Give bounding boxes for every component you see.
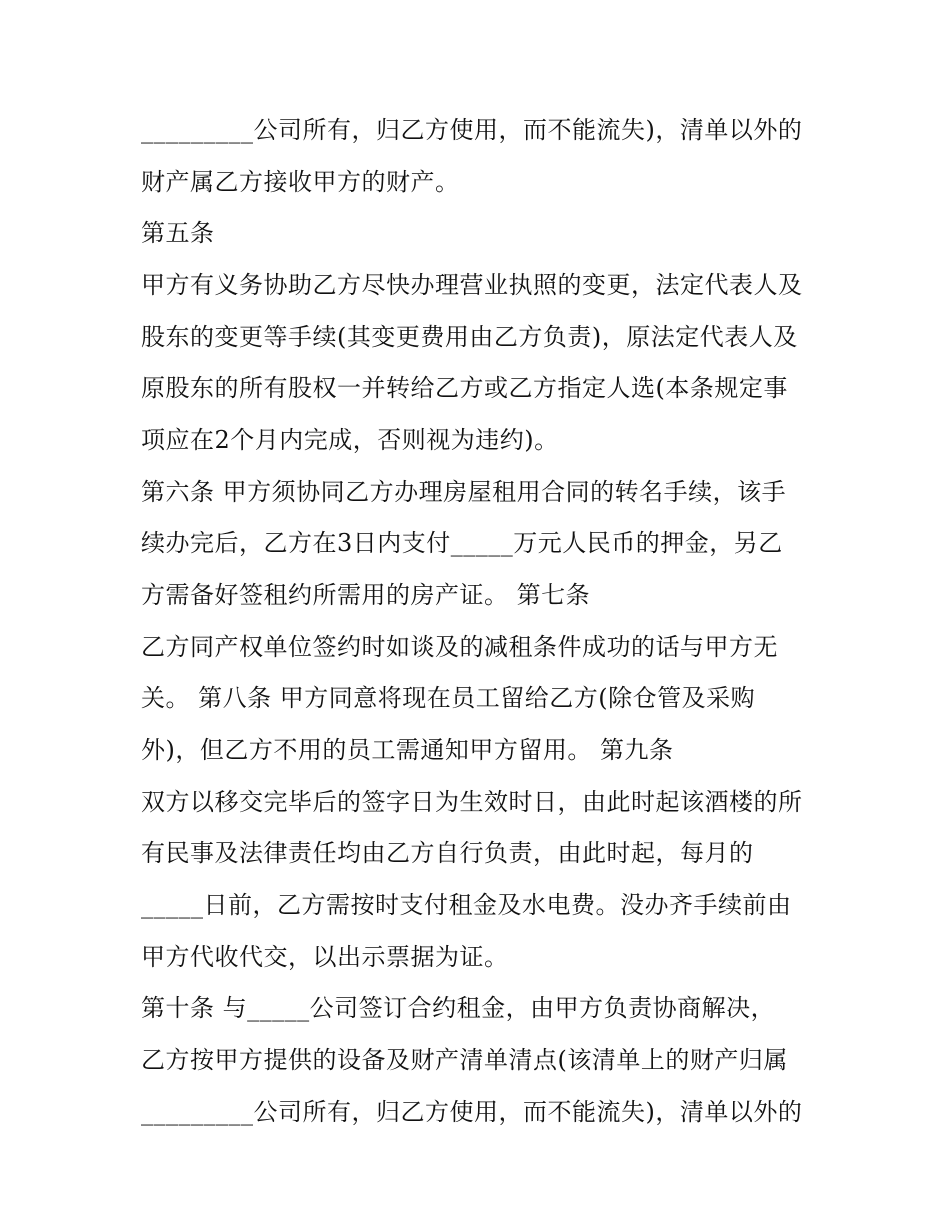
text-line: 股东的变更等手续(其变更费用由乙方负责)，原法定代表人及 [141,323,798,351]
text-line: 甲方代收代交，以出示票据为证。 [141,943,509,971]
text-line: 项应在2个月内完成，否则视为违约)。 [141,426,559,454]
text-line: 乙方同产权单位签约时如谈及的减租条件成功的话与甲方无 [141,633,778,661]
section-heading: 第五条 [141,219,215,247]
text-line: 第十条 与_____公司签订合约租金，由甲方负责协商解决， [141,994,776,1022]
text-line: 双方以移交完毕后的签字日为生效时日，由此时起该酒楼的所 [141,788,803,816]
text-line: 外)，但乙方不用的员工需通知甲方留用。 第九条 [141,736,674,764]
text-line: _____日前，乙方需按时支付租金及水电费。没办齐手续前由 [141,891,792,919]
text-line: 财产属乙方接收甲方的财产。 [141,168,460,196]
text-line: 乙方按甲方提供的设备及财产清单清点(该清单上的财产归属 [141,1046,788,1074]
text-line: 第六条 甲方须协同乙方办理房屋租用合同的转名手续，该手 [141,478,787,506]
text-line: 关。 第八条 甲方同意将现在员工留给乙方(除仓管及采购 [141,684,756,712]
text-line: _________公司所有，归乙方使用，而不能流失)，清单以外的 [141,116,803,144]
text-line: 甲方有义务协助乙方尽快办理营业执照的变更，法定代表人及 [141,271,803,299]
text-line: _________公司所有，归乙方使用，而不能流失)，清单以外的 [141,1098,803,1126]
text-line: 续办完后，乙方在3日内支付_____万元人民币的押金，另乙 [141,529,783,557]
text-line: 原股东的所有股权一并转给乙方或乙方指定人选(本条规定事 [141,374,788,402]
text-line: 方需备好签租约所需用的房产证。 第七条 [141,581,591,609]
text-line: 有民事及法律责任均由乙方自行负责，由此时起，每月的 [141,839,754,867]
